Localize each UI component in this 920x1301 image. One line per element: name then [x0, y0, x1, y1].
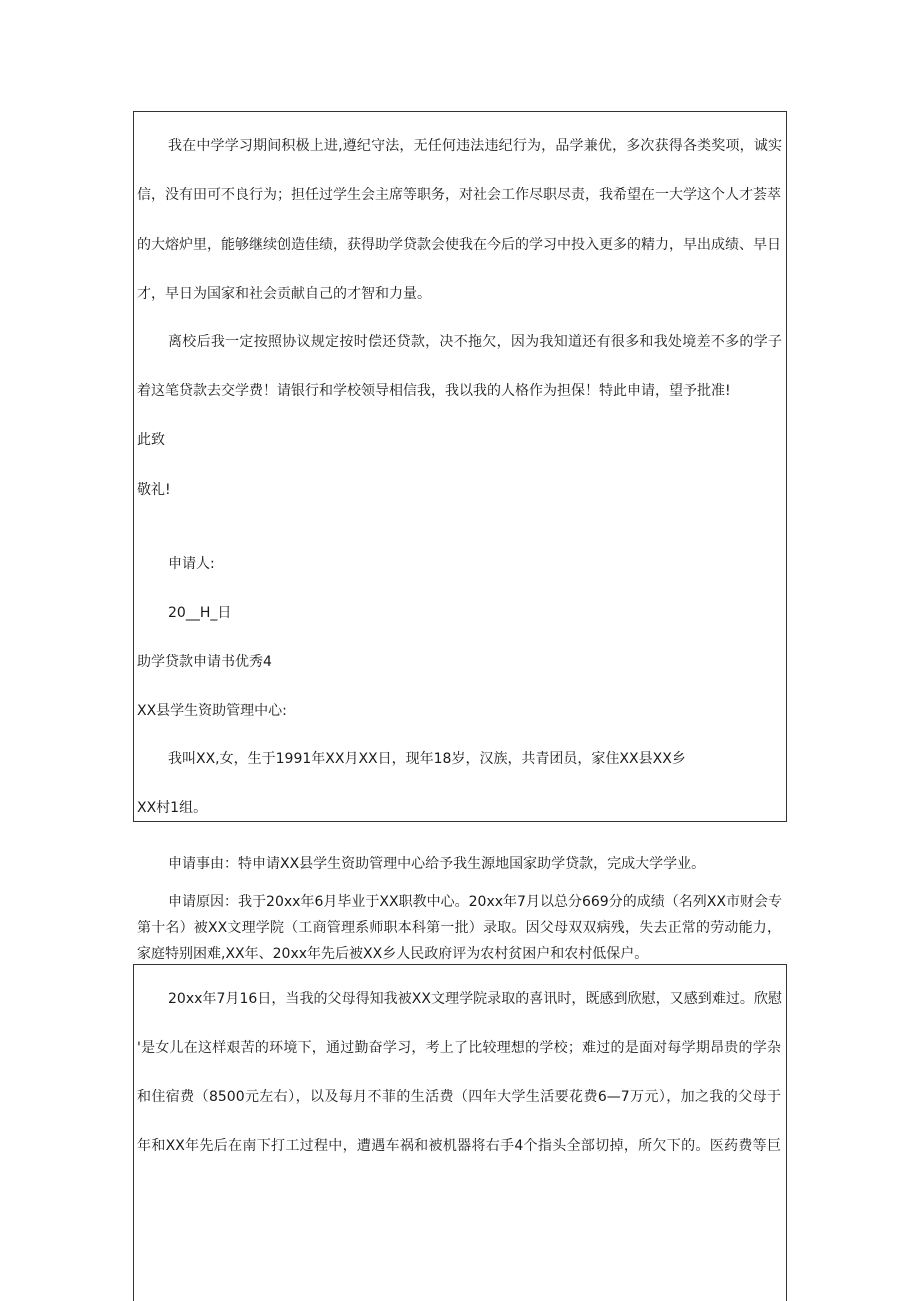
paragraph-line: 离校后我一定按照协议规定按时偿还贷款，决不拖欠，因为我知道还有很多和我处境差不多的学子 [168, 334, 782, 350]
paragraph-line: 信，没有田可不良行为；担任过学生会主席等职务，对社会工作尽职尽责，我希望在一大学这个人才荟萃 [137, 187, 781, 203]
paragraph-line: 20xx年7月16日，当我的父母得知我被XX文理学院录取的喜讯时，既感到欣慰，又感到难过。欣慰 [168, 991, 782, 1007]
application-matter: 申请事由：特申请XX县学生资助管理中心给予我生源地国家助学贷款，完成大学学业。 [168, 856, 706, 872]
paragraph-line: 才，早日为国家和社会贡献自己的才智和力量。 [137, 286, 431, 302]
paragraph-line: 我在中学学习期间积极上进,遵纪守法，无任何违法违纪行为，品学兼优，多次获得各类奖项，诚实 [168, 138, 782, 154]
paragraph-line: XX村1组。 [137, 800, 208, 816]
paragraph-line: 的大熔炉里，能够继续创造佳绩，获得助学贷款会使我在今后的学习中投入更多的精力，早出成绩、早日 [137, 237, 781, 253]
applicant-label: 申请人: [168, 556, 215, 572]
paragraph-line: 申请原因：我于20xx年6月毕业于XX职教中心。20xx年7月以总分669分的成绩（名列XX市财会专 [168, 894, 782, 910]
paragraph-line: 我叫XX,女，生于1991年XX月XX日，现年18岁，汉族，共青团员，家住XX县XX乡 [168, 751, 686, 767]
date-line: 20__H_日 [168, 605, 232, 621]
paragraph-line: '是女儿在这样艰苦的环境下，通过勤奋学习，考上了比较理想的学校；难过的是面对每学期昂贵的学杂 [137, 1040, 781, 1056]
closing-text: 此致 [137, 432, 165, 448]
document-title: 助学贷款申请书优秀4 [137, 654, 272, 670]
closing-salutation: 敬礼! [137, 482, 171, 498]
paragraph-line: 家庭特别困难,XX年、20xx年先后被XX乡人民政府评为农村贫困户和农村低保户。 [137, 946, 649, 962]
bordered-text-box-lower [133, 964, 787, 1301]
paragraph-line: 第十名）被XX文理学院（工商管理系师职本科第一批）录取。因父母双双病残，失去正常的劳动能力， [137, 920, 781, 936]
paragraph-line: 着这笔贷款去交学费！请银行和学校领导相信我，我以我的人格作为担保！特此申请，望予批准! [137, 383, 731, 399]
paragraph-line: 年和XX年先后在南下打工过程中，遭遇车祸和被机器将右手4个指头全部切掉，所欠下的。医药费等巨 [137, 1138, 781, 1154]
addressee: XX县学生资助管理中心: [137, 703, 287, 719]
paragraph-line: 和住宿费（8500元左右），以及每月不菲的生活费（四年大学生活要花费6—7万元），加之我的父母于 [137, 1089, 781, 1105]
